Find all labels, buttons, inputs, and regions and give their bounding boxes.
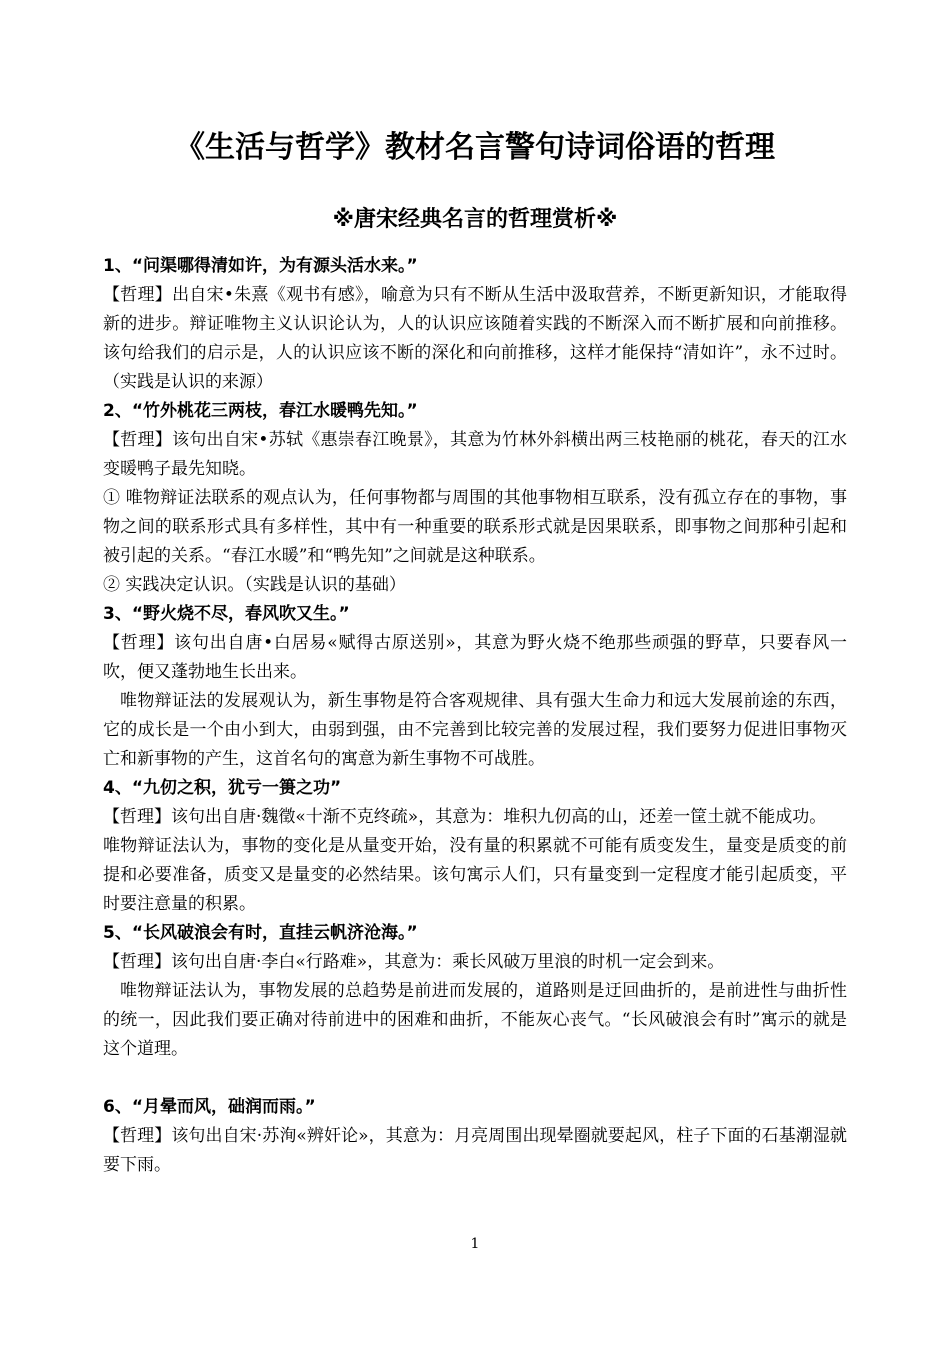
entry-3 [103,600,847,774]
entry-paragraph: 唯物辩证法认为，事物发展的总趋势是前进而发展的，道路则是迂回曲折的，是前进性与曲折性的统一，因此我们要正确对待前进中的困难和曲折，不能灰心丧气。“长风破浪会有时”寓示的就是这个道理。 [103,981,847,1059]
entry-heading: 4、“九仞之积，犹亏一篑之功” [103,778,342,798]
entry-heading: 2、“竹外桃花三两枝，春江水暖鸭先知。” [103,401,418,421]
page-number: 1 [470,1236,480,1252]
entry-paragraph: ② 实践决定认识。（实践是认识的基础） [103,575,406,595]
entry-paragraph: 【哲理】该句出自唐·魏徵«十渐不克终疏»，其意为：堆积九仞高的山，还差一筐土就不能成功。 [103,807,827,827]
entry-2 [103,397,847,600]
entry-6 [103,1093,847,1180]
entry-5 [103,919,847,1064]
entry-heading: 6、“月晕而风，础润而雨。” [103,1097,316,1117]
entry-paragraph: 【哲理】该句出自唐·李白«行路难»，其意为：乘长风破万里浪的时机一定会到来。 [103,952,725,972]
entry-heading: 3、“野火烧不尽，春风吹又生。” [103,604,350,624]
section-title: ※唐宋经典名言的哲理赏析※ [332,207,618,232]
entry-4 [103,774,847,919]
entry-heading: 1、“问渠哪得清如许，为有源头活水来。” [103,256,418,276]
entry-paragraph: 【哲理】该句出自唐•白居易«赋得古原送别»，其意为野火烧不绝那些顽强的野草，只要春风一吹，便又蓬勃地生长出来。 [103,633,847,682]
entry-1 [103,252,847,397]
entry-heading: 5、“长风破浪会有时，直挂云帆济沧海。” [103,923,418,943]
blank-line [103,1064,847,1093]
entry-paragraph: 【哲理】该句出自宋•苏轼《惠崇春江晚景》，其意为竹林外斜横出两三枝艳丽的桃花，春天的江水变暖鸭子最先知晓。 [103,430,847,479]
entry-paragraph: ① 唯物辩证法联系的观点认为，任何事物都与周围的其他事物相互联系，没有孤立存在的事物，事物之间的联系形式具有多样性，其中有一种重要的联系形式就是因果联系，即事物之间那种引起和被引起的关系。“春江水暖”和“鸭先知”之间就是这种联系。 [103,488,847,566]
entry-paragraph: 唯物辩证法认为，事物的变化是从量变开始，没有量的积累就不可能有质变发生，量变是质变的前提和必要准备，质变又是量变的必然结果。该句寓示人们，只有量变到一定程度才能引起质变，平时要注意量的积累。 [103,836,847,914]
entry-paragraph: 唯物辩证法的发展观认为，新生事物是符合客观规律、具有强大生命力和远大发展前途的东西，它的成长是一个由小到大，由弱到强，由不完善到比较完善的发展过程，我们要努力促进旧事物灭亡和新事物的产生，这首名句的寓意为新生事物不可战胜。 [103,691,847,769]
document-title: 《生活与哲学》教材名言警句诗词俗语的哲理 [175,130,775,165]
entry-paragraph: 【哲理】该句出自宋·苏洵«辨奸论»，其意为：月亮周围出现晕圈就要起风，柱子下面的石基潮湿就要下雨。 [103,1126,847,1175]
entry-paragraph: 【哲理】出自宋•朱熹《观书有感》，喻意为只有不断从生活中汲取营养，不断更新知识，才能取得新的进步。辩证唯物主义认识论认为，人的认识应该随着实践的不断深入而不断扩展和向前推移。该句给我们的启示是，人的认识应该不断的深化和向前推移，这样才能保持“清如许”，永不过时。（实践是认识的来源） [103,285,847,392]
